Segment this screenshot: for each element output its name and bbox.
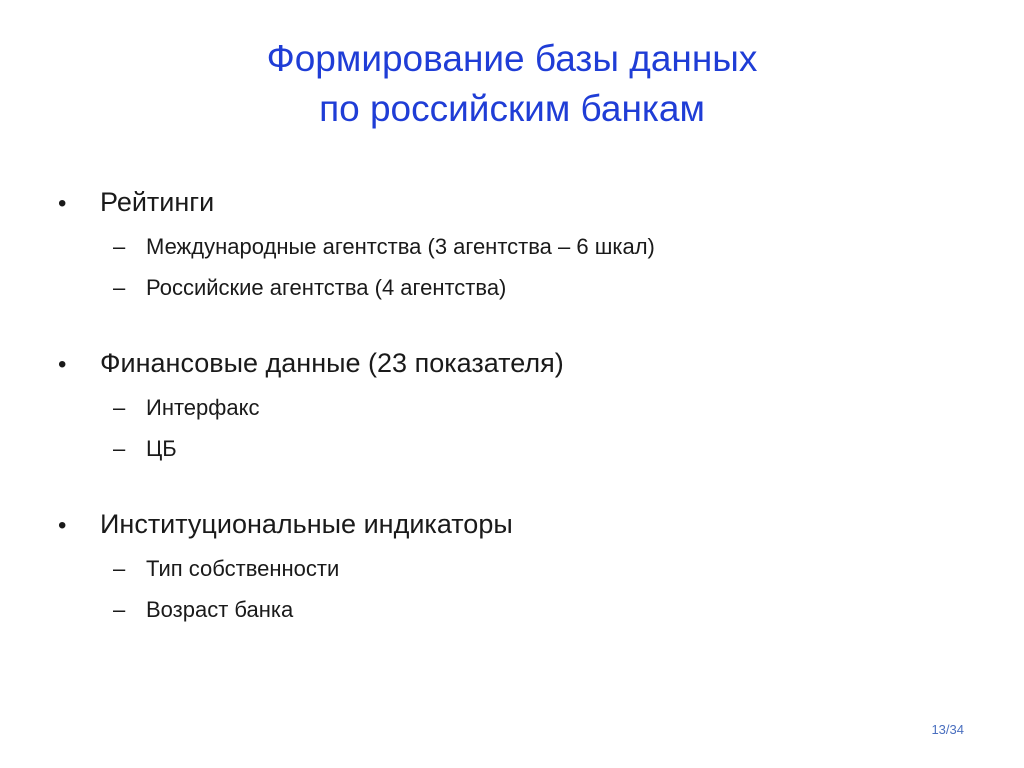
bullet-marker: •	[58, 512, 67, 539]
sub-item	[58, 548, 978, 589]
sub-marker: –	[113, 556, 126, 581]
sub-marker: –	[113, 436, 126, 461]
sub-item-text: Международные агентства (3 агентства – 6 шкал)	[146, 234, 655, 259]
slide-title-line-2: по российским банкам	[319, 88, 705, 129]
sub-item	[58, 387, 978, 428]
sub-item	[58, 589, 978, 630]
sub-item	[58, 428, 978, 469]
bullet-item	[58, 178, 978, 226]
sub-marker: –	[113, 234, 126, 259]
slide-content	[58, 178, 978, 661]
sub-item-text: Интерфакс	[146, 395, 260, 420]
bullet-item	[58, 339, 978, 387]
bullet-marker: •	[58, 190, 67, 217]
bullet-text: Институциональные индикаторы	[100, 509, 513, 539]
page-number: 13/34	[931, 722, 964, 737]
sub-item-text: Российские агентства (4 агентства)	[146, 275, 507, 300]
bullet-marker: •	[58, 351, 67, 378]
bullet-group-ratings	[58, 178, 978, 308]
sub-marker: –	[113, 395, 126, 420]
sub-item-text: ЦБ	[146, 436, 177, 461]
slide-title	[0, 34, 1024, 134]
slide-title-line-1: Формирование базы данных	[266, 38, 758, 79]
sub-item	[58, 267, 978, 308]
bullet-text: Финансовые данные (23 показателя)	[100, 348, 564, 378]
sub-item	[58, 226, 978, 267]
sub-marker: –	[113, 597, 126, 622]
bullet-group-financial-data	[58, 339, 978, 469]
sub-item-text: Тип собственности	[146, 556, 340, 581]
sub-marker: –	[113, 275, 126, 300]
bullet-item	[58, 500, 978, 548]
bullet-text: Рейтинги	[100, 187, 215, 217]
sub-item-text: Возраст банка	[146, 597, 294, 622]
bullet-group-institutional	[58, 500, 978, 630]
